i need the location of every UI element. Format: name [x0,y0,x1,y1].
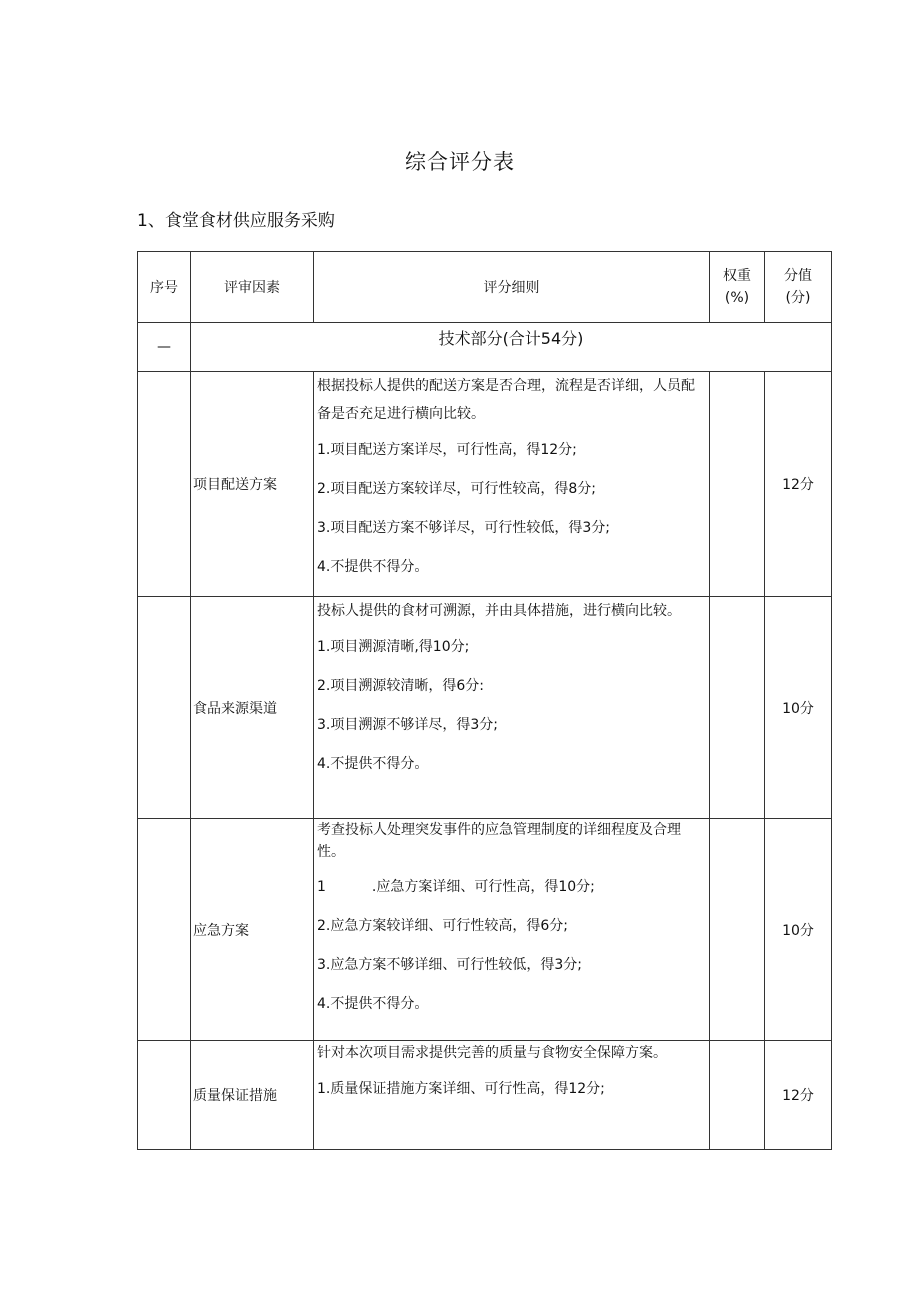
header-score-line1: 分值 [784,268,812,284]
detail-lead: 根据投标人提供的配送方案是否合理，流程是否详细，人员配备是否充足进行横向比较。 [317,378,695,422]
detail-item: 4.不提供不得分。 [317,756,429,772]
detail-lead: 投标人提供的食材可溯源，并由具体措施，进行横向比较。 [317,603,681,619]
detail-item: 3.项目配送方案不够详尽，可行性较低，得3分; [317,520,610,536]
detail-item: 1.质量保证措施方案详细、可行性高，得12分; [317,1081,605,1097]
page-title: 综合评分表 [405,150,515,174]
row-score: 10分 [765,597,832,819]
detail-item: 2.项目配送方案较详尽，可行性较高，得8分; [317,481,596,497]
row-weight [710,372,765,597]
row-factor: 食品来源渠道 [191,597,314,819]
row-detail [314,597,710,819]
row-seq [138,819,191,1041]
part-title: 技术部分(合计54分) [438,328,584,348]
part-row [138,323,832,372]
header-weight-line2: (%) [724,290,750,306]
scoring-table [137,251,832,1150]
header-factor: 评审因素 [191,252,314,323]
part-title-cell [191,323,832,372]
part-seq: — [138,323,191,372]
detail-lead: 考查投标人处理突发事件的应急管理制度的详细程度及合理性。 [317,822,681,860]
detail-item [317,877,701,898]
row-detail [314,372,710,597]
detail-item: 1.项目溯源清晰,得10分; [317,639,470,655]
row-weight [710,1041,765,1150]
detail-lead: 针对本次项目需求提供完善的质量与食物安全保障方案。 [317,1045,667,1061]
header-seq: 序号 [138,252,191,323]
detail-item: 1.项目配送方案详尽，可行性高，得12分; [317,442,577,458]
detail-item: 3.应急方案不够详细、可行性较低，得3分; [317,957,582,973]
detail-item: 3.项目溯源不够详尽，得3分; [317,717,498,733]
row-seq [138,372,191,597]
table-row [138,372,832,597]
header-score-line2: (分) [785,290,811,306]
table-row [138,597,832,819]
row-weight [710,597,765,819]
row-detail [314,819,710,1041]
table-row [138,1041,832,1150]
detail-item: 4.不提供不得分。 [317,559,429,575]
row-detail [314,1041,710,1150]
row-score: 12分 [765,1041,832,1150]
header-weight [710,252,765,323]
header-score [765,252,832,323]
detail-item-number: 1 [317,879,326,895]
table-row [138,819,832,1041]
row-seq [138,597,191,819]
detail-item-text: .应急方案详细、可行性高，得10分; [371,879,595,895]
table-header-row [138,252,832,323]
row-seq [138,1041,191,1150]
header-weight-line1: 权重 [723,268,751,284]
row-score: 12分 [765,372,832,597]
row-factor: 应急方案 [191,819,314,1041]
detail-item: 2.项目溯源较清晰，得6分: [317,678,484,694]
row-factor: 项目配送方案 [191,372,314,597]
detail-item: 2.应急方案较详细、可行性较高，得6分; [317,918,568,934]
detail-item: 4.不提供不得分。 [317,996,429,1012]
row-factor: 质量保证措施 [191,1041,314,1150]
header-detail: 评分细则 [314,252,710,323]
section-heading: 1、食堂食材供应服务采购 [137,211,335,231]
row-weight [710,819,765,1041]
row-score: 10分 [765,819,832,1041]
